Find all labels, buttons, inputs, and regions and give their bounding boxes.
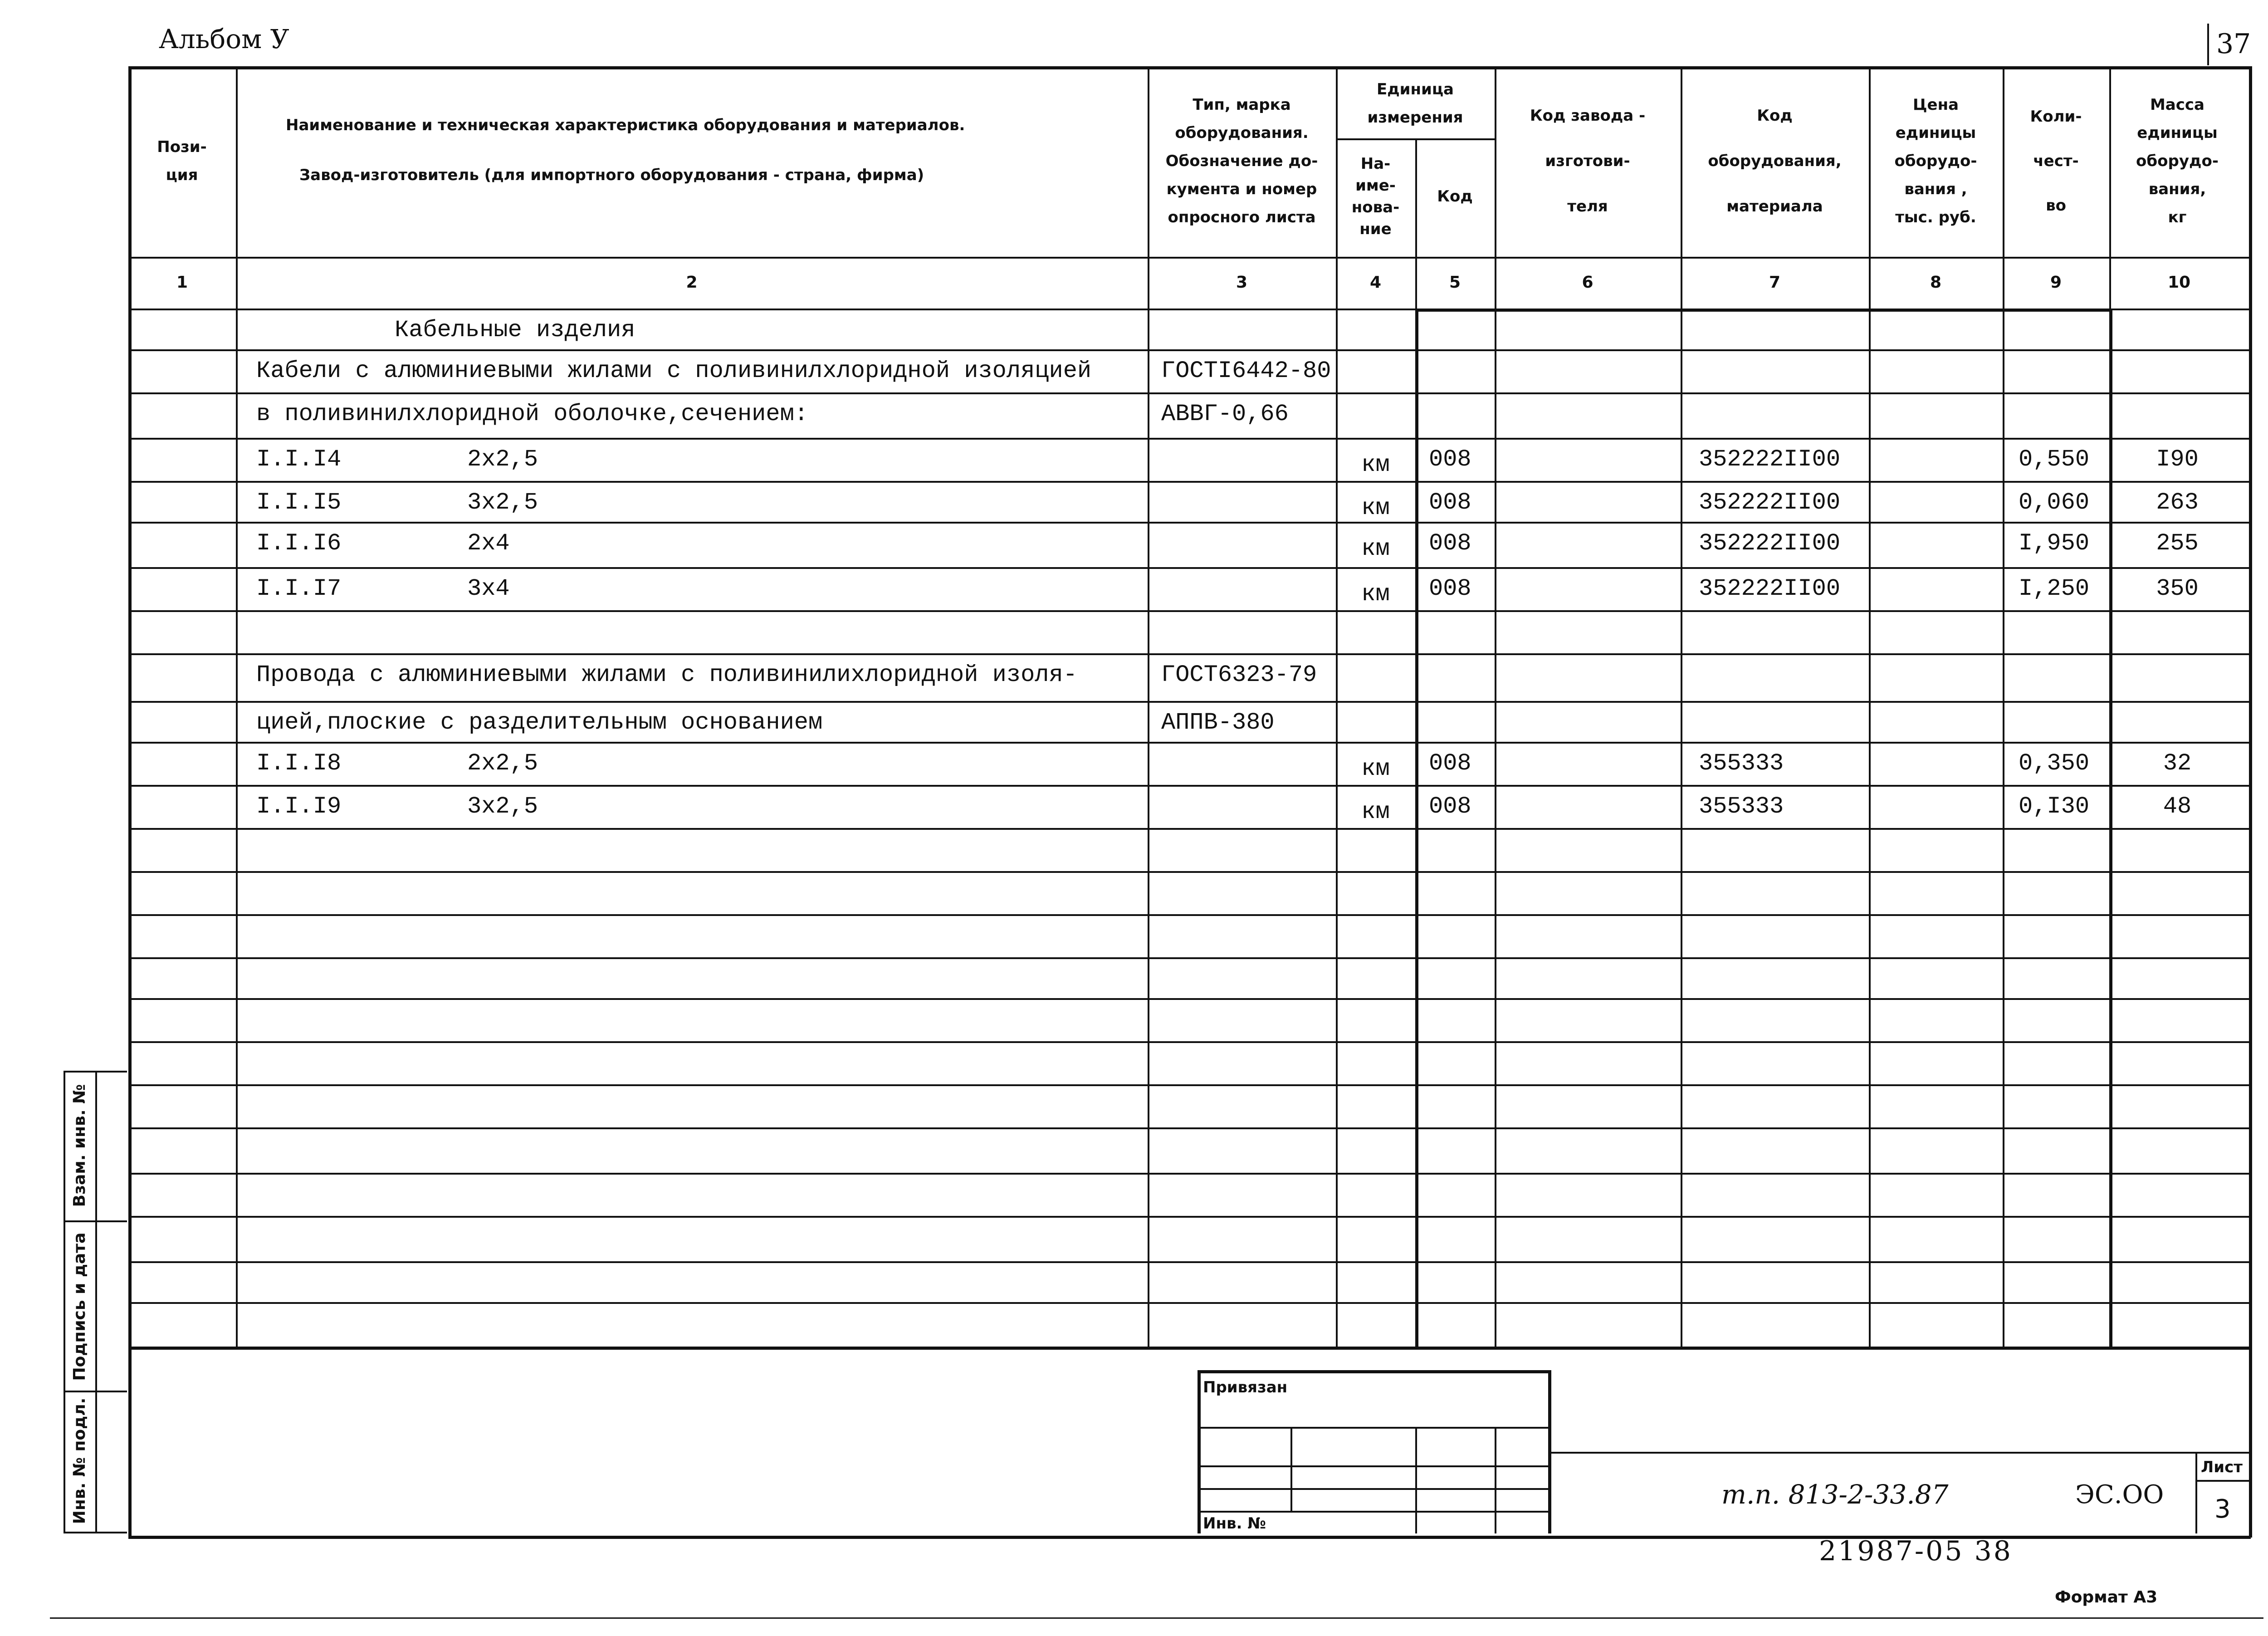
column-number-9: 9 <box>2050 273 2062 292</box>
row-rule <box>128 742 2249 744</box>
header-material-code: Код оборудования, материала <box>1708 107 1842 216</box>
label-vzam-inv: Взам. инв. № <box>70 1084 89 1207</box>
column-number-2: 2 <box>686 273 698 292</box>
row-rule <box>128 828 2249 830</box>
header-name-line2: Завод-изготовитель (для импортного оборудования - страна, фирма) <box>299 166 924 184</box>
header-unit: Единица измерения <box>1367 80 1463 127</box>
document-designation: т.п. 813-2-33.87 <box>1721 1479 1949 1510</box>
row-rule <box>128 653 2249 655</box>
row-rule <box>128 871 2249 873</box>
item-cross-section: 2x2,5 <box>467 446 538 473</box>
item-position: I.I.I6 <box>256 530 342 557</box>
column-divider <box>1336 66 1338 1347</box>
bold-block-left <box>1415 309 1418 1347</box>
column-number-10: 10 <box>2167 273 2191 292</box>
row-rule <box>128 1302 2249 1304</box>
item-unit-code: 008 <box>1429 575 1471 602</box>
column-number-3: 3 <box>1236 273 1248 292</box>
item-type-mark: АВВГ-0,66 <box>1161 401 1289 427</box>
section-title: Кабельные изделия <box>395 317 635 343</box>
item-unit-name: км <box>1361 495 1390 521</box>
designation-block <box>1551 1452 2251 1533</box>
row-rule <box>128 1084 2249 1086</box>
privyazan-label: Привязан <box>1203 1378 1288 1396</box>
item-quantity: 0,350 <box>2019 750 2090 777</box>
item-mass: 32 <box>2163 750 2192 777</box>
row-rule <box>128 481 2249 483</box>
item-mass: 255 <box>2156 530 2199 557</box>
item-mass: 48 <box>2163 793 2192 820</box>
inv-no-label: Инв. № <box>1203 1514 1266 1533</box>
item-cross-section: 3x2,5 <box>467 489 538 516</box>
privyazan-block <box>1198 1370 1551 1533</box>
page-number: 37 <box>2216 28 2251 60</box>
item-material-code: 355333 <box>1699 750 1784 777</box>
table-bottom-rule <box>128 1347 2251 1350</box>
header-mass: Масса единицы оборудо- вания, кг <box>2136 96 2219 226</box>
item-type-mark: АППВ-380 <box>1161 709 1275 736</box>
column-divider <box>1148 66 1149 1347</box>
item-mass: 263 <box>2156 489 2199 516</box>
row-rule <box>128 349 2249 351</box>
header-price: Цена единицы оборудо- вания , тыс. руб. <box>1894 96 1977 226</box>
side-stamp <box>64 1071 127 1533</box>
header-quantity: Коли- чест- во <box>2030 108 2082 215</box>
item-mass: 350 <box>2156 575 2199 602</box>
sheet-number: 3 <box>2214 1494 2231 1524</box>
item-unit-name: км <box>1361 581 1390 607</box>
format-label: Формат А3 <box>2055 1588 2158 1607</box>
section-code: ЭС.ОО <box>2075 1480 2164 1509</box>
row-rule <box>128 1173 2249 1175</box>
item-mass: I90 <box>2156 446 2199 473</box>
item-position: I.I.I5 <box>256 489 342 516</box>
column-divider <box>1869 66 1871 1347</box>
item-material-code: 352222II00 <box>1699 575 1841 602</box>
item-material-code: 355333 <box>1699 793 1784 820</box>
item-unit-code: 008 <box>1429 489 1471 516</box>
archive-number: 21987-05 38 <box>1819 1535 2013 1567</box>
row-rule <box>128 701 2249 703</box>
item-material-code: 352222II00 <box>1699 446 1841 473</box>
header-plant-code: Код завода - изготови- теля <box>1530 107 1646 216</box>
column-number-1: 1 <box>176 273 188 292</box>
header-unit-code: Код <box>1437 187 1473 206</box>
bottom-rule <box>50 1617 2263 1619</box>
row-rule <box>128 957 2249 959</box>
item-unit-code: 008 <box>1429 530 1471 557</box>
frame-right <box>2249 66 2252 1538</box>
column-divider <box>2003 66 2004 1347</box>
column-number-8: 8 <box>1930 273 1942 292</box>
item-quantity: 0,550 <box>2019 446 2090 473</box>
row-rule <box>128 1041 2249 1043</box>
row-rule <box>128 1216 2249 1218</box>
item-unit-name: км <box>1361 535 1390 562</box>
item-unit-name: км <box>1361 798 1390 825</box>
item-material-code: 352222II00 <box>1699 489 1841 516</box>
column-number-6: 6 <box>1582 273 1593 292</box>
header-unit-name: На- име- нова- ние <box>1351 154 1400 238</box>
header-bottom-rule <box>128 257 2249 259</box>
item-description: Провода с алюминиевыми жилами с поливинилихлоридной изоля- <box>256 661 1077 688</box>
item-description: в поливинилхлоридной оболочке,сечением: <box>256 401 808 427</box>
item-position: I.I.I8 <box>256 750 342 777</box>
row-rule <box>128 998 2249 1000</box>
item-cross-section: 3x2,5 <box>467 793 538 820</box>
item-cross-section: 2x2,5 <box>467 750 538 777</box>
item-unit-code: 008 <box>1429 750 1471 777</box>
row-rule <box>128 610 2249 612</box>
item-quantity: 0,I30 <box>2019 793 2090 820</box>
item-position: I.I.I4 <box>256 446 342 473</box>
item-quantity: I,950 <box>2019 530 2090 557</box>
item-description: Кабели с алюминиевыми жилами с поливинилхлоридной изоляцией <box>256 358 1092 384</box>
column-number-4: 4 <box>1369 273 1382 292</box>
row-rule <box>128 438 2249 440</box>
row-rule <box>128 1127 2249 1129</box>
item-type-mark: ГОСТI6442-80 <box>1161 358 1331 384</box>
item-material-code: 352222II00 <box>1699 530 1841 557</box>
item-description: цией,плоские с разделительным основанием <box>256 709 823 736</box>
item-cross-section: 3x4 <box>467 575 510 602</box>
item-unit-code: 008 <box>1429 793 1471 820</box>
column-divider <box>1495 66 1496 1347</box>
header-name-cell <box>236 68 1148 254</box>
item-unit-name: км <box>1361 755 1390 782</box>
label-inv-podl: Инв. № подл. <box>70 1397 89 1524</box>
sheet-label: Лист <box>2201 1458 2243 1476</box>
item-position: I.I.I9 <box>256 793 342 820</box>
column-number-7: 7 <box>1769 273 1781 292</box>
row-rule <box>128 1261 2249 1263</box>
item-unit-name: км <box>1361 451 1390 478</box>
column-divider <box>236 66 238 1347</box>
row-rule <box>128 567 2249 569</box>
row-rule <box>128 522 2249 524</box>
item-quantity: I,250 <box>2019 575 2090 602</box>
item-cross-section: 2x4 <box>467 530 510 557</box>
label-podpis-data: Подпись и дата <box>70 1232 89 1381</box>
column-number-5: 5 <box>1449 273 1461 292</box>
header-type: Тип, марка оборудования. Обозначение до- кумента и номер опросного листа <box>1165 96 1318 226</box>
item-unit-code: 008 <box>1429 446 1471 473</box>
item-type-mark: ГОСТ6323-79 <box>1161 661 1317 688</box>
album-label: Альбом У <box>159 24 289 54</box>
header-name-line1: Наименование и техническая характеристика оборудования и материалов. <box>286 116 965 134</box>
page-number-divider <box>2207 24 2209 65</box>
header-position: Пози- ция <box>157 138 207 184</box>
row-rule <box>128 392 2249 394</box>
row-rule <box>128 785 2249 787</box>
bold-block-top <box>1415 309 2112 312</box>
item-position: I.I.I7 <box>256 575 342 602</box>
row-rule <box>128 914 2249 916</box>
column-divider <box>1681 66 1682 1347</box>
item-quantity: 0,060 <box>2019 489 2090 516</box>
